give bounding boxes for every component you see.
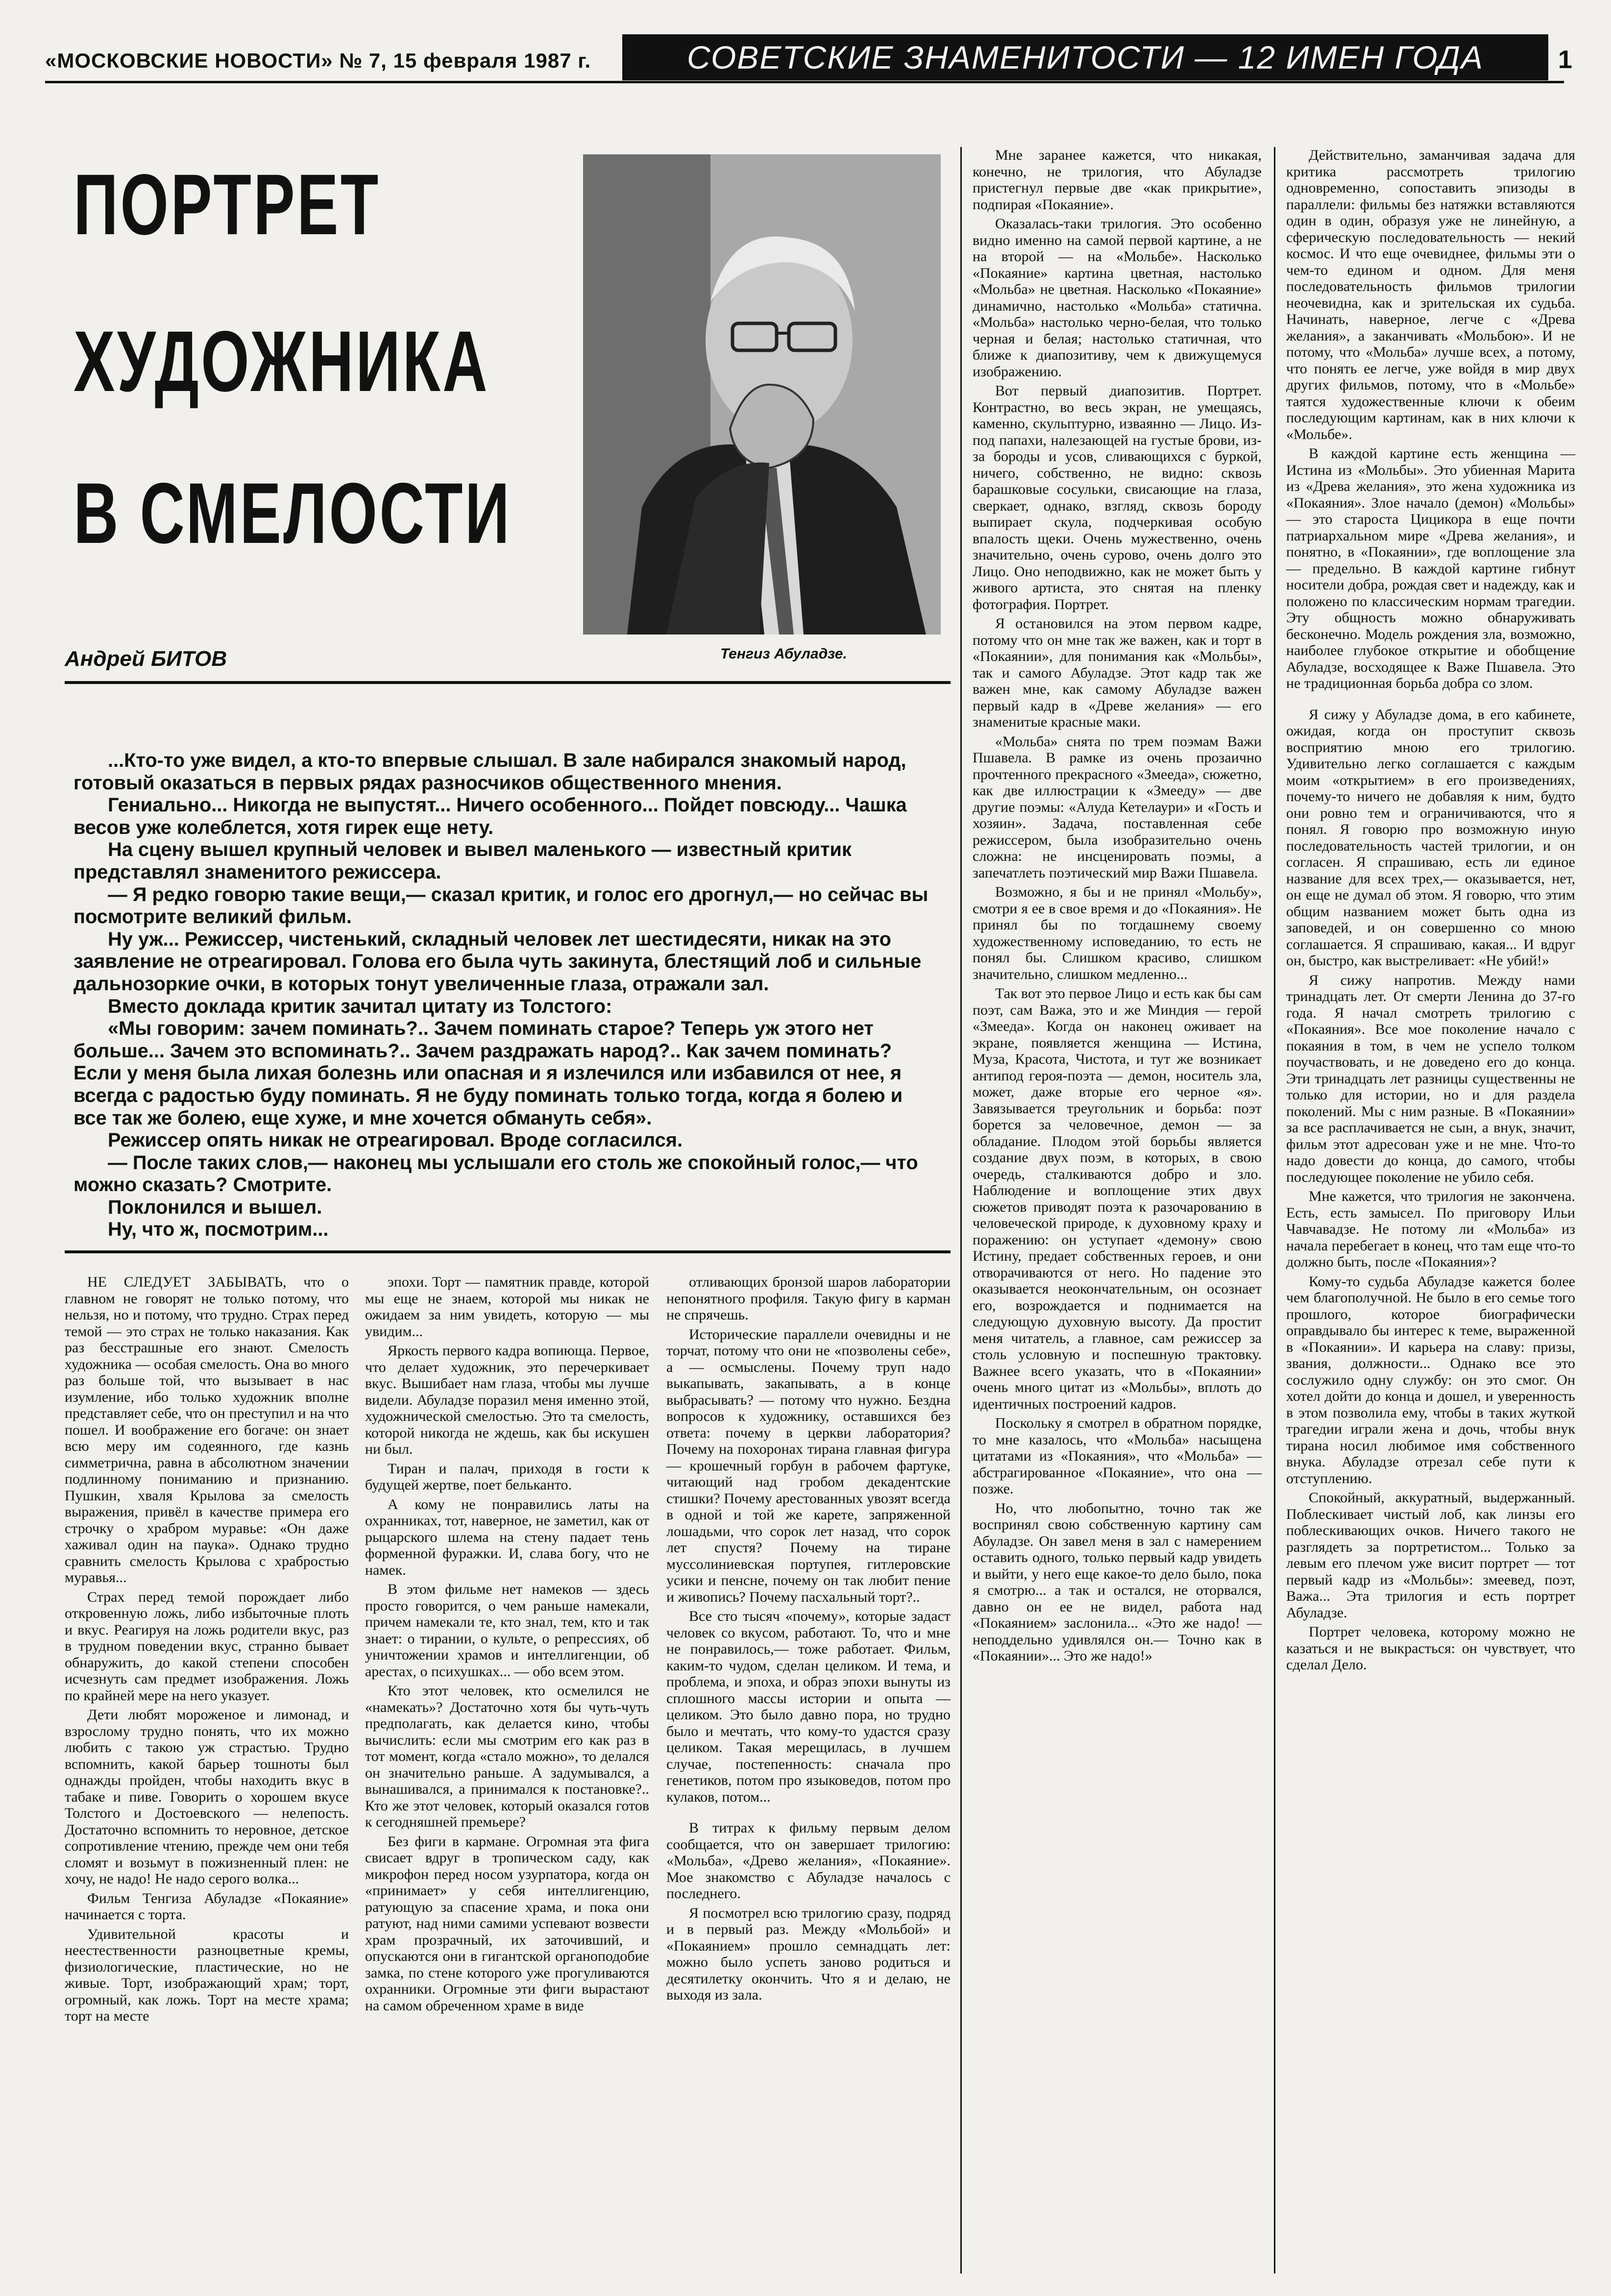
lead-paragraph: — После таких слов,— наконец мы услышали его столь же спокойный голос,— что можно сказать? Смотрите. — [73, 1151, 918, 1196]
lead-paragraph: «Мы говорим: зачем поминать?.. Зачем поминать старое? Теперь уж этого нет больше... Зачем это вспоминать?.. Зачем раздражать народ?.. Как зачем поминать? Если у меня была лихая болезнь или опасная и я излечился или избавился от нее, я всегда с радостью буду поминать. Я не буду поминать только тогда, когда я болею и все так же болею, еще хуже, и мне хочется обмануть себя». — [73, 1018, 903, 1129]
headline-line-1: ПОРТРЕТ — [73, 157, 381, 253]
lead-bottom-rule — [65, 1250, 951, 1253]
body-paragraph: В каждой картине есть женщина — Истина из «Мольбы». Это убиенная Марита из «Древа желания», это жена художника из «Покаяния». Злое начало (демон) «Мольбы» — это староста Цицикора в еще почти патриархальном мире «Древа желания», и понятно, в «Покаянии», где воплощение зла — предельно. В каждой картине гибнут носители добра, рождая свет и надежду, как и положено по классическим нормам трагедии. Эту общность можно обнаруживать бесконечно. Модель рождения зла, возможно, наиболее глубокое открытие и обобщение Абуладзе, восходящее к Важе Пшавела. Это не традиционная борьба добра со злом. — [1286, 445, 1575, 691]
body-paragraph: Яркость первого кадра вопиюща. Первое, что делает художник, это перечеркивает вкус. Вышибает нам глаза, чтобы мы лучше видели. Абуладзе поразил меня именно этой, художнической смелостью. Это та смелость, которой никогда не ждешь, как бы искушен ни был. — [365, 1343, 649, 1457]
body-paragraph: Кому-то судьба Абуладзе кажется более чем благополучной. Не было в его семье того прошлого, которое биографически оправдывало бы интерес к теме, выраженной в «Покаянии». И карьера на славу: призы, звания, должности... Однако все это сослужило одну службу: он это смог. Он хотел дойти до конца и дошел, и уверенность в этом позволила ему, чтобы в таких жуткой трагедии играли жена и дочь, чтобы внук тирана носил любимое имя собственного внука. Абуладзе отрезал себе пути к отступлению. — [1286, 1273, 1575, 1487]
body-paragraph: Удивительной красоты и неестественности разноцветные кремы, физиологические, пластические, но не живые. Торт, изображающий храм; торт, огромный, как ложь. Торт на месте храма; торт на месте — [65, 1926, 349, 2024]
lead-paragraph: ...Кто-то уже видел, а кто-то впервые слышал. В зале набирался знакомый народ, готовый оказаться в первых рядах разносчиков общественного мнения. — [73, 750, 906, 794]
body-paragraph: Действительно, заманчивая задача для критика рассмотреть трилогию одновременно, сопоставить эпизоды в параллели: фильмы без натяжки вставляются один в один, образуя уже не линейную, а сферическую последовательность — некий космос. И что еще очевиднее, фильмы эти о чем-то едином и одном. Для меня последовательность фильмов трилогии неочевидна, как и зрительская их судьба. Начинать, наверное, легче с «Древа желания», а заканчивать «Мольбою». И не потому, что «Мольба» лучше всех, а потому, что понять ее легче, уже войдя в мир двух других фильмов, потому, что в «Мольбе» таятся художественные ключи к обеим последующим картинам, как в них ключи к «Мольбе». — [1286, 147, 1575, 442]
body-paragraph: Кто этот человек, кто осмелился не «намекать»? Достаточно хотя бы чуть-чуть предполагать, как делается кино, чтобы вычислить: если мы смотрим его как раз в тот момент, когда «стало можно», то делался он значительно раньше. А задумывался, а вынашивался, а принимался к постановке?.. Кто же этот человек, который оказался готов к сегодняшней премьере? — [365, 1683, 649, 1830]
body-paragraph: А кому не понравились латы на охранниках, тот, наверное, не заметил, как от рыцарского шлема на стену падает тень форменной фуражки. И, слава богу, что не намек. — [365, 1496, 649, 1578]
body-paragraph: Портрет человека, которому можно не казаться и не выкрасться: он чувствует, что сделал Дело. — [1286, 1624, 1575, 1673]
section-title-banner: СОВЕТСКИЕ ЗНАМЕНИТОСТИ — 12 ИМЕН ГОДА — [622, 34, 1548, 80]
lead-paragraph: Режиссер опять никак не отреагировал. Вроде согласился. — [108, 1129, 683, 1151]
byline: Андрей БИТОВ — [65, 647, 227, 671]
body-paragraph: Я сижу напротив. Между нами тринадцать лет. От смерти Ленина до 37-го года. Я начал смотреть трилогию с «Покаяния». Все мое поколение начало с покаяния в том, в чем не успело толком поучаствовать, и не доведено его до конца. Эти тринадцать лет разницы существенны не только для истории, но и для раздела поколений. Мы с ним разные. В «Покаянии» за все расплачивается не сын, а внук, значит, фильм этот адресован уже и не мне. Что-то надо довести до конца, до самого, чтобы последующее поколение не убило себя. — [1286, 972, 1575, 1185]
body-paragraph: Возможно, я бы и не принял «Мольбу», смотри я ее в свое время и до «Покаяния». Не принял бы по тогдашнему своему художественному исповеданию, то есть не понял бы. Слишком красиво, слишком значительно, слишком медленно... — [973, 884, 1262, 982]
body-paragraph: «Мольба» снята по трем поэмам Важи Пшавела. В рамке из очень прозаично прочтенного прекрасного «Змееда», сюжетно, как две иллюстрации к «Змееду» — две другие поэмы: «Алуда Кетелаури» и «Гость и хозяин». Задача, поставленная себе режиссером, была изобразительно очень сложна: не инсценировать поэмы, а запечатлеть поэтический мир Важи Пшавела. — [973, 733, 1262, 881]
text-column-1 — [65, 1274, 349, 2027]
headline-line-2: ХУДОЖНИКА — [73, 314, 489, 410]
lead-paragraph: На сцену вышел крупный человек и вывел маленького — известный критик представлял знаменитого режиссера. — [73, 839, 852, 883]
body-paragraph: Но, что любопытно, точно так же воспринял свою собственную картину сам Абуладзе. Он завел меня в зал с намерением оставить одного, только первый кадр увидеть и выйти, у него еще какое-то дело было, пока я смотрю... а так и остался, не оторвался, давно он ее не видел, работа над «Покаянием» заслонила... «Это же надо! — неподдельно удивлялся он.— Точно как в «Покаянии»... Это же надо!» — [973, 1500, 1262, 1664]
text-column-5 — [1286, 147, 1575, 1676]
text-column-3 — [666, 1274, 951, 2006]
body-paragraph: Фильм Тенгиза Абуладзе «Покаяние» начинается с торта. — [65, 1890, 349, 1923]
publication-line: «МОСКОВСКИЕ НОВОСТИ» № 7, 15 февраля 1987 г. — [45, 49, 591, 72]
body-paragraph: отливающих бронзой шаров лаборатории непонятного профиля. Такую фигу в карман не спрячешь. — [666, 1274, 951, 1323]
lead-paragraphs — [73, 750, 931, 1241]
lead-paragraph: Гениально... Никогда не выпустят... Ничего особенного... Пойдет повсюду... Чашка весов уже колеблется, хотя гирек еще нету. — [73, 794, 907, 838]
portrait-illustration — [583, 154, 941, 635]
body-paragraph: Мне кажется, что трилогия не закончена. Есть, есть замысел. По приговору Ильи Чавчавадзе. Не потому ли «Мольба» из начала перебегает в конец, что там еще что-то должно быть, после «Покаяния»? — [1286, 1188, 1575, 1270]
page-number: 1 — [1558, 46, 1572, 74]
photo-caption: Тенгиз Абуладзе. — [720, 646, 847, 662]
body-paragraph: Исторические параллели очевидны и не торчат, потому что они не «позволены себе», а — осмыслены. Почему труп надо выкапывать, закапывать, а в конце выбрасывать? — потому что нужно. Бездна вопросов к художнику, оставшихся без ответа: почему в церкви лаборатория? Почему на похоронах тирана главная фигура — крошечный горбун в рабочем фартуке, читающий над гробом декадентские стишки? Почему арестованных увозят всегда в одной и той же карете, запряженной лошадьми, что сорок лет назад, что сорок лет спустя? Почему на тиране муссолиниевская портупея, гитлеровские усики и пенсне, почему он так любит пение и живопись? Почему пасхальный торт?.. — [666, 1326, 951, 1605]
body-paragraph: Я посмотрел всю трилогию сразу, подряд и в первый раз. Между «Мольбой» и «Покаянием» прошло семнадцать лет: можно было успеть заново родиться и десятилетку окончить. Что я и делаю, не выходя из зала. — [666, 1905, 951, 2003]
portrait-photo — [583, 154, 941, 635]
body-paragraph: В этом фильме нет намеков — здесь просто говорится, о чем раньше намекали, причем намекали те, кто знал, тем, кто и так знает: о тирании, о культе, о репрессиях, об уничтожении храмов и интеллигенции, об арестах, о психушках... — обо всем этом. — [365, 1581, 649, 1680]
text-column-4 — [973, 147, 1262, 1667]
lead-paragraph: Ну уж... Режиссер, чистенький, складный человек лет шестидесяти, никак на это заявление не отреагировал. Голова его была чуть закинута, блестящий лоб и сильные дальнозоркие очки, в которых тонут увеличенные глаза, отражали зал. — [73, 928, 922, 995]
body-paragraph: Вот первый диапозитив. Портрет. Контрастно, во весь экран, не умещаясь, каменно, скульптурно, изваянно — Лицо. Из-под папахи, налезающей на густые брови, из-за бороды и усов, сливающихся с буркой, ничего, собственно, не видно: сквозь барашковые сосульки, свисающие на глаза, сверкает, однако, взгляд, сквозь бороду выпирает скула, подчеркивая особую впалость щеки. Очень мужественно, очень значительно, очень сурово, очень долго это Лицо. Оно неподвижно, как не может быть у живого артиста, это снятая на пленку фотография. Портрет. — [973, 383, 1262, 612]
body-paragraph: Я сижу у Абуладзе дома, в его кабинете, ожидая, когда он проступит сквозь восприятию мною его трилогию. Удивительно легко соглашается с каждым моим «открытием» в его произведениях, почему-то ничего не добавляя к ним, будто они ровно тем и ограничиваются, что я понял. Я говорю про возможную иную последовательность частей трилогии, и он согласен. Я спрашиваю, есть ли единое название для всех трех,— оказывается, нет, он еще не думал об этом. Я говорю, что этим общим названием может быть одна из заповедей, и он совершенно со мною соглашается. Я спрашиваю, какая... И вдруг он, быстро, как выстреливает: «Не убий!» — [1286, 706, 1575, 969]
body-paragraph: Я остановился на этом первом кадре, потому что он мне так же важен, как и торт в «Покаянии», для понимания как «Мольбы», так и самого Абуладзе. Этот кадр так же важен мне, как самому Абуладзе важен первый кадр в «Древе желания» — его знаменитые красные маки. — [973, 615, 1262, 730]
top-rule — [45, 81, 1564, 83]
body-paragraph: НЕ СЛЕДУЕТ ЗАБЫВАТЬ, что о главном не говорят не только потому, что нельзя, но и потому, что трудно. Страх перед темой — это страх не только наказания. Как раз бесстрашные его знают. Смелость художника — особая смелость. Она во много раз больше той, что вызывает в нас изумление, ибо только художник вполне представляет себе, что он преступил и на что пошел. И воображение его богаче: он знает всю меру им содеянного, где казнь симметрична, равна в абсолютном значении подлинному пониманию и признанию. Пушкин, хваля Крылова за смелость выражения, привёл в качестве примера его строчку о храбром муравье: «Он даже хаживал один на паука». Однако трудно сравнить смелость Крылова с храбростью муравья... — [65, 1274, 349, 1586]
body-paragraph: Мне заранее кажется, что никакая, конечно, не трилогия, что Абуладзе пристегнул первые две «как прикрытие», подпирая «Покаяние». — [973, 147, 1262, 213]
body-paragraph: Все сто тысяч «почему», которые задаст человек со вкусом, работают. То, что и мне не понравилось,— тоже работает. Фильм, каким-то чудом, сделан целиком. И тема, и проблема, и эпоха, и образ эпохи вынуты из сплошного массы истории и опыта — целиком. Это было давно пора, но трудно было и мечтать, что кому-то удастся сразу целиком. Такая мерещилась, в лучшем случае, постепенность: сначала про генетиков, потом про языковедов, потом про кулаков, потом... — [666, 1608, 951, 1805]
headline-line-3: В СМЕЛОСТИ — [73, 465, 512, 562]
body-paragraph: Тиран и палач, приходя в гости к будущей жертве, поет бельканто. — [365, 1460, 649, 1493]
body-paragraph: Страх перед темой порождает либо откровенную ложь, либо избыточные плоть и вкус. Реагируя на ложь родители вкус, раз в трудном поведении вкус, странно бывает обнаружить, до какой степени способен исчезнуть сам предмет изображения. Ложь по крайней мере на него указует. — [65, 1588, 349, 1704]
body-paragraph: Оказалась-таки трилогия. Это особенно видно именно на самой первой картине, а не на второй — на «Мольбе». Насколько «Покаяние» картина цветная, настолько «Мольба» не цветная. Насколько «Покаяние» динамично, настолько «Мольба» статична. «Мольба» настолько черно-белая, что только черная и белая; настолько статичная, что ближе к диапозитиву, чем к движущемуся изображению. — [973, 216, 1262, 380]
body-paragraph: эпохи. Торт — памятник правде, которой мы еще не знаем, которой мы никак не ожидаем за ним увидеть, которую — мы увидим... — [365, 1274, 649, 1340]
lead-paragraph: Поклонился и вышел. — [108, 1196, 322, 1218]
body-paragraph: Дети любят мороженое и лимонад, и взрослому трудно понять, что их можно любить с такою уж страстью. Трудно вспомнить, какой барьер тошноты был однажды пройден, чтобы находить вкус в табаке и пиве. Говорить о хорошем вкусе Толстого и Достоевского — нелепость. Достаточно вспомнить то неровное, детское сопротивление чтению, прежде чем они тебя сломят и возьмут в пожизненный плен: не хочу, не надо! Не надо серого волка... — [65, 1707, 349, 1887]
lead-paragraph: — Я редко говорю такие вещи,— сказал критик, и голос его дрогнул,— но сейчас вы посмотрите великий фильм. — [73, 883, 928, 928]
body-paragraph: Спокойный, аккуратный, выдержанный. Поблескивает чистый лоб, как линзы его поблескивающих очков. Ничего такого не разглядеть за портретистом... Только за левым его плечом уже висит портрет — тот первый кадр из «Мольбы»: змеевед, поэт, Важа... Эта трилогия и есть портрет Абуладзе. — [1286, 1490, 1575, 1621]
body-paragraph: Так вот это первое Лицо и есть как бы сам поэт, сам Важа, это и же Миндия — герой «Змееда». Когда он наконец оживает на экране, появляется женщина — Истина, Муза, Красота, Чистота, и тут же возникает антипод героя-поэта — демон, носитель зла, может, даже вторые его черное «я». Завязывается треугольник и борьба: поэт борется за человечное, демон — за обладание. Плодом этой борьбы является создание двух поэм, в которых, в свою очередь, сталкиваются добро и зло. Наблюдение и воплощение этих двух сюжетов приводят поэта к разочарованию в человеческой природе, к духовному краху и поражению: он уступает «демону» свою Истину, предает собственных героев, и они отворачиваются от него. Но падение это оказывается неокончательным, он осознает его, возрождается и поднимается на следующую духовную высоту. Да простит меня читатель, а главное, сам режиссер за столь условную и поспешную трактовку. Важнее всего указать, что в «Покаянии» очень много цитат из «Мольбы», вплоть до идентичных построений кадров. — [973, 985, 1262, 1412]
lead-top-rule — [65, 681, 951, 684]
body-paragraph: Без фиги в кармане. Огромная эта фига свисает вдруг в тропическом саду, как микрофон перед носом узурпатора, когда он «принимает» у себя интеллигенцию, ратующую за спасение храма, и пока они ратуют, над ними самими успевают возвести храм прозрачный, их заточивший, и опускаются они в гигантской органоподобие замка, по стене которого уже прогуливаются охранники. Огромные эти фиги вырастают на самом обреченном храме в виде — [365, 1833, 649, 2014]
lead-paragraph: Ну, что ж, посмотрим... — [108, 1219, 329, 1241]
column-divider-right — [960, 147, 962, 2273]
column-divider-far-right — [1274, 147, 1275, 2273]
body-paragraph: Поскольку я смотрел в обратном порядке, то мне казалось, что «Мольба» насыщена цитатами из «Покаяния», что «Мольба» — абстрагированное «Покаяние», что она — позже. — [973, 1415, 1262, 1497]
text-column-2 — [365, 1274, 649, 2017]
body-paragraph: В титрах к фильму первым делом сообщается, что он завершает трилогию: «Мольба», «Древо желания», «Покаяние». Мое знакомство с Абуладзе началось с последнего. — [666, 1820, 951, 1902]
lead-paragraph: Вместо доклада критик зачитал цитату из Толстого: — [108, 995, 612, 1017]
